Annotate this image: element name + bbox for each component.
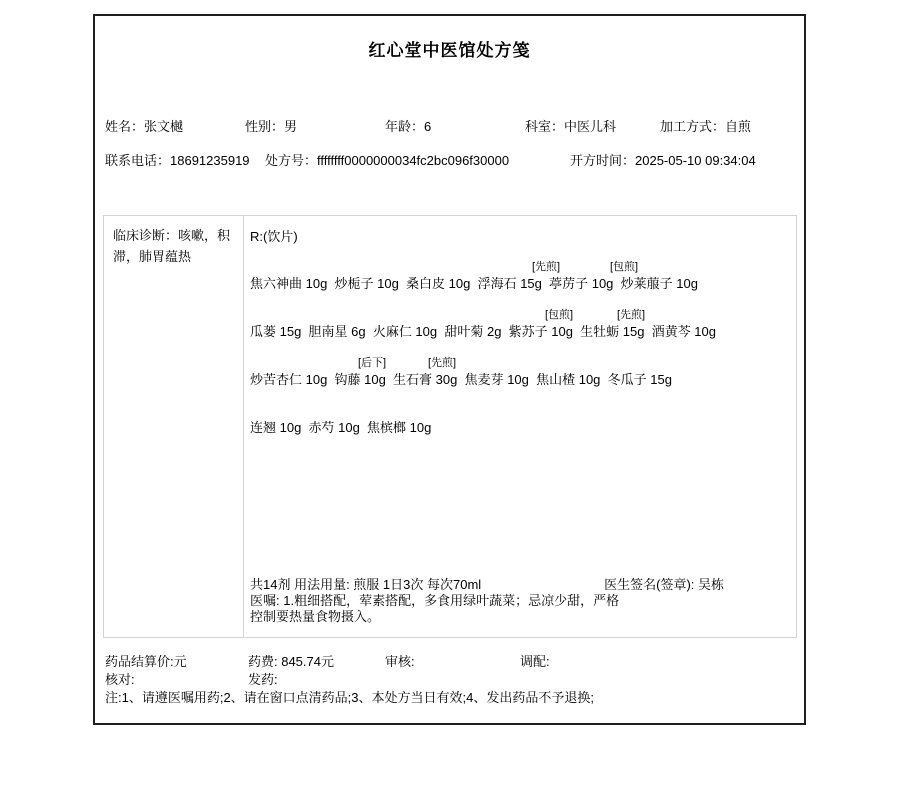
decoction-annotation: [先煎]: [428, 357, 457, 369]
herb-text-line: 焦六神曲 10g 炒栀子 10g 桑白皮 10g 浮海石 15g 葶苈子 10g 炒莱菔子 10g: [250, 276, 698, 291]
decoction-annotation: [包煎]: [545, 309, 574, 321]
prescription-number-field: 处方号：ffffffff0000000034fc2bc096f30000: [265, 153, 510, 168]
check-field: 核对:: [105, 672, 135, 687]
herb-text-line: 连翘 10g 赤芍 10g 焦槟榔 10g: [250, 420, 432, 435]
prescription-box: [103, 215, 797, 638]
decoction-annotation-row: [250, 258, 786, 272]
settlement-price-field: 药品结算价:元: [105, 654, 187, 669]
processing-method-field: 加工方式：自煎: [660, 119, 752, 134]
contact-phone-field: 联系电话：18691235919: [105, 153, 250, 168]
page-title: 红心堂中医馆处方笺: [368, 41, 531, 60]
dispense-field: 发药:: [248, 672, 278, 687]
doctor-signature: 医生签名(签章): 吴栋: [604, 577, 724, 592]
patient-name-field: 姓名：张文樾: [105, 119, 184, 134]
decoction-annotation: [后下]: [358, 357, 387, 369]
decoction-annotation-row: [250, 354, 786, 368]
medical-advice-line1: 医嘱: 1.粗细搭配，荤素搭配，多食用绿叶蔬菜；忌凉少甜，严格: [250, 593, 620, 608]
review-field: 审核:: [385, 654, 415, 669]
patient-gender-field: 性别：男: [245, 119, 298, 134]
herb-line: [250, 402, 786, 438]
medicine-fee-field: 药费: 845.74元: [248, 654, 334, 669]
prescription-sheet: [93, 14, 806, 725]
dosage-info: 共14剂 用法用量: 煎服 1日3次 每次70ml: [250, 577, 482, 592]
patient-age-field: 年龄：6: [385, 119, 432, 134]
issue-time-field: 开方时间：2025-05-10 09:34:04: [570, 153, 756, 168]
herb-line: [250, 354, 786, 390]
herb-list: [250, 246, 786, 438]
clinical-diagnosis: 临床诊断：咳嗽，积滞，肺胃蕴热: [104, 216, 244, 637]
prepare-field: 调配:: [520, 654, 550, 669]
herb-line: [250, 306, 786, 342]
decoction-annotation-row: [250, 306, 786, 320]
herb-text-line: 瓜蒌 15g 胆南星 6g 火麻仁 10g 甜叶菊 2g 紫苏子 10g 生牡蛎 15g 酒黄芩 10g: [250, 324, 716, 339]
herb-line: [250, 258, 786, 294]
department-field: 科室：中医儿科: [525, 119, 617, 134]
decoction-annotation: [包煎]: [610, 261, 639, 273]
decoction-annotation-row: [250, 402, 786, 416]
medical-advice-line2: 控制要热量食物摄入。: [250, 609, 381, 624]
rx-bottom-section: [250, 577, 786, 625]
decoction-annotation: [先煎]: [617, 309, 646, 321]
dosage-row: [250, 577, 786, 593]
rx-header: R:(饮片): [250, 229, 298, 244]
footer-note: 注:1、请遵医嘱用药;2、请在窗口点清药品;3、本处方当日有效;4、发出药品不予退换;: [105, 690, 594, 705]
herb-text-line: 炒苦杏仁 10g 钩藤 10g 生石膏 30g 焦麦芽 10g 焦山楂 10g 冬瓜子 15g: [250, 372, 672, 387]
prescription-content: [244, 216, 796, 637]
decoction-annotation: [先煎]: [532, 261, 561, 273]
